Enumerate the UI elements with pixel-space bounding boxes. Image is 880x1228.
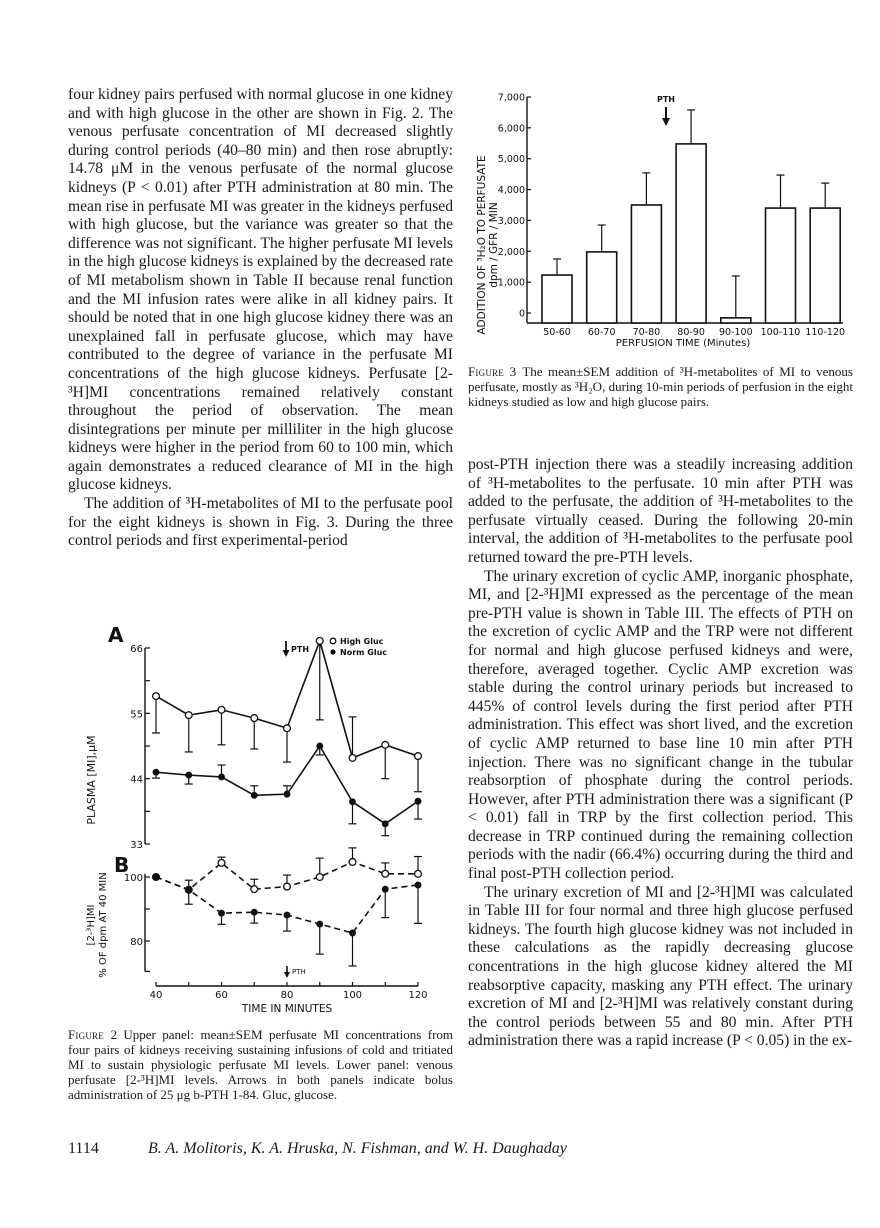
open-circle-marker	[153, 693, 160, 700]
pth-arrow-icon-panel-b	[284, 966, 290, 978]
fig3-y-tick-label: 2,000	[497, 246, 525, 258]
filled-circle-marker	[186, 887, 192, 893]
panel-b-y-tick-label: 80	[130, 937, 143, 948]
filled-circle-marker	[251, 909, 257, 915]
x-axis-label: TIME IN MINUTES	[241, 1003, 333, 1015]
fig3-y-tick-label: 7,000	[497, 92, 525, 104]
caption-text: Upper panel: mean±SEM perfusate MI concentrations from four pairs of kidneys receiving sustaining infusions of cold and tritiated MI to sustain physiologic perfusate MI levels. Lower panel: venous perfusate [2-³H]MI levels. Arrows in both panels indicate bolus administration of 25 μg b-PTH 1-84. Gluc, glucose.	[68, 1027, 454, 1102]
filled-circle-marker	[317, 921, 323, 927]
paragraph: post-PTH injection there was a steadily increasing addition of ³H-metabolites to the perfusate. 10 min after PTH was added to the perfusate, the addition of ³H-metabolites to the perfusate virtually ceased. During the following 20-min interval, the addition of ³H-metabolites to the perfusate pool returned toward the pre-PTH levels.	[468, 456, 853, 566]
paragraph: The urinary excretion of MI and [2-³H]MI was calculated in Table III for four normal and three high glucose perfused kidneys. The fourth high glucose kidney was not included in these calculations as the rapidly decreasing glucose concentrations in the high glucose kidney altered the MI reabsorptive capacity, masking any PTH effect. The urinary excretion of MI and [2-³H]MI was relatively constant during the control periods between 55 and 80 min. After PTH administration there was a rapid increase (P < 0.05) in the ex-	[468, 883, 853, 1050]
author-list: B. A. Molitoris, K. A. Hruska, N. Fishman, and W. H. Daughaday	[148, 1140, 567, 1157]
filled-circle-marker	[350, 930, 356, 936]
fig3-y-tick-label: 0	[518, 308, 525, 320]
fig2-panel-a	[130, 637, 422, 851]
figure-label: Figure 2	[68, 1027, 118, 1042]
open-circle-marker	[316, 637, 323, 644]
x-tick-label: 80	[280, 990, 294, 1001]
paragraph: The urinary excretion of cyclic AMP, inorganic phosphate, MI, and [2-³H]MI expressed as the percentage of the mean pre-PTH value is shown in Table III. The effects of PTH on the excretion of cyclic AMP and the TRP were not different for normal and high glucose perfused kidneys and were, therefore, averaged together. Cyclic AMP excretion was stable during the control urinary periods but increased to 445% of control levels during the first period after PTH administration. This effect was short lived, and the excretion of cyclic AMP returned to base line 10 min after PTH injection. There was no significant change in the tubular reabsorption of phosphate during the control periods. However, after PTH administration there was a significant (P < 0.01) fall in TRP by the first collection period. This decrease in TRP continued during the remaining collection periods with the nadir (66.4%) occurring during the third and final post-PTH collection period.	[468, 567, 853, 883]
x-tick-label: 40	[149, 990, 163, 1001]
figure-3-bar-chart	[465, 85, 855, 360]
fig3-y-tick-label: 6,000	[497, 123, 525, 135]
fig3-bar	[542, 275, 572, 323]
x-tick-label: 120	[408, 990, 428, 1001]
legend	[330, 637, 387, 657]
x-tick-label: 60	[215, 990, 228, 1001]
right-column-text	[468, 456, 853, 1051]
paragraph: The addition of ³H-metabolites of MI to the perfusate pool for the eight kidneys is shown in Fig. 3. During the three control periods and first experimental-period	[68, 495, 453, 550]
open-circle-marker	[382, 741, 389, 748]
open-circle-marker	[382, 870, 389, 877]
fig3-x-tick-label: 60-70	[587, 327, 616, 338]
filled-circle-marker	[382, 821, 388, 827]
figure-3-caption	[468, 364, 853, 409]
page-footer	[68, 1140, 828, 1158]
panel-a-y-tick-label: 55	[130, 709, 143, 721]
pth-arrow-icon-panel-a	[283, 641, 290, 657]
fig3-x-tick-label: 80-90	[677, 327, 705, 338]
filled-circle-marker	[153, 874, 159, 880]
filled-circle-marker	[317, 743, 323, 749]
filled-circle-marker	[186, 772, 192, 778]
legend-filled-circle-icon	[330, 649, 335, 654]
filled-circle-marker	[382, 886, 388, 892]
fig3-y-tick-label: 5,000	[497, 154, 525, 166]
pth-label-panel-b: PTH	[292, 968, 306, 976]
fig3-pth-label: PTH	[656, 95, 676, 104]
fig3-pth-arrow-icon	[662, 107, 670, 126]
panel-a-label: A	[108, 623, 124, 647]
open-circle-marker	[185, 712, 192, 719]
fig3-y-axis-sublabel: dpm / GFR / MIN	[488, 202, 500, 288]
x-tick-label: 100	[342, 990, 363, 1001]
left-column-text	[68, 86, 453, 551]
filled-circle-marker	[350, 799, 356, 805]
panel-a-y-tick-label: 33	[130, 840, 143, 852]
filled-circle-marker	[415, 882, 421, 888]
caption-text: The mean±SEM addition of ³H-metabolites of MI to venous perfusate, mostly as ³H₂O, during 10-min periods of perfusion in the eight kidneys studied as low and high glucose pairs.	[468, 364, 853, 409]
pth-label-panel-a: PTH	[291, 645, 310, 654]
filled-circle-marker	[284, 912, 290, 918]
legend-norm-gluc: Norm Gluc	[340, 648, 388, 657]
panel-a-y-axis-label: PLASMA [MI],μM	[85, 735, 98, 825]
fig3-bar	[631, 205, 661, 323]
fig3-bar	[587, 252, 617, 323]
panel-b-y-axis-sublabel: % OF dpm AT 40 MIN	[98, 872, 109, 978]
figure-label: Figure 3	[468, 364, 517, 379]
filled-circle-marker	[284, 791, 290, 797]
fig3-x-axis-label: PERFUSION TIME (Minutes)	[615, 338, 751, 349]
fig3-x-tick-label: 110-120	[805, 327, 846, 338]
fig3-x-tick-label: 70-80	[632, 327, 661, 338]
filled-circle-marker	[415, 798, 421, 804]
open-circle-marker	[218, 860, 225, 867]
figure-2-line-chart	[80, 620, 450, 1020]
open-circle-marker	[284, 725, 291, 732]
legend-open-circle-icon	[330, 638, 336, 644]
fig3-bar	[721, 318, 751, 323]
panel-b-y-axis-label: [2-³H]MI	[86, 904, 97, 946]
open-circle-marker	[316, 874, 323, 881]
fig3-bar	[810, 208, 840, 323]
figure-2-caption	[68, 1027, 453, 1102]
panel-a-y-tick-label: 44	[130, 774, 143, 786]
fig3-y-axis-label: ADDITION OF ³H₂O TO PERFUSATE	[476, 155, 488, 335]
fig3-y-tick-label: 4,000	[497, 185, 525, 197]
fig3-y-tick-label: 1,000	[497, 277, 525, 289]
fig3-x-tick-label: 50-60	[543, 327, 571, 338]
paragraph: four kidney pairs perfused with normal glucose in one kidney and with high glucose in the other are shown in Fig. 2. The venous perfusate concentration of MI decreased slightly during control periods (40–80 min) and then rose abruptly: 14.78 μM in the venous perfusate of the normal glucose kidneys (P < 0.01) after PTH administration at 80 min. The mean rise in perfusate MI was greater in the kidneys perfused with high glucose, but the variance was greater so that the difference was not significant. The higher perfusate MI levels in the high glucose kidneys is explained by the decreased rate of MI metabolism shown in Table II because renal function and the MI infusion rates were alike in all kidney pairs. It should be noted that in one high glucose kidney there was an unexplained fall in perfusate glucose, which may have contributed to the degree of variance in the perfusate MI concentrations of the high glucose kidneys. Perfusate [2-³H]MI concentrations remained relatively constant throughout the period of observation. The mean disintegrations per minute per milliliter in the high glucose kidneys were higher in the period from 60 to 100 min, which again demonstrates a reduced clearance of MI in the high glucose kidneys.	[68, 86, 453, 494]
open-circle-marker	[349, 859, 356, 866]
open-circle-marker	[251, 886, 258, 893]
fig3-bar	[676, 144, 706, 323]
fig3-x-tick-label: 90-100	[718, 327, 753, 338]
fig3-bars	[542, 110, 845, 338]
panel-a-y-tick-label: 66	[130, 644, 143, 655]
panel-b-label: B	[114, 853, 130, 877]
open-circle-marker	[415, 753, 422, 760]
filled-circle-marker	[219, 774, 225, 780]
page-number: 1114	[68, 1140, 99, 1157]
open-circle-marker	[415, 870, 422, 877]
fig2-panel-b	[124, 848, 428, 1001]
fig3-bar	[766, 208, 796, 323]
open-circle-marker	[218, 706, 225, 713]
fig3-y-tick-label: 3,000	[497, 215, 525, 227]
filled-circle-marker	[153, 769, 159, 775]
filled-circle-marker	[251, 793, 257, 799]
open-circle-marker	[251, 715, 258, 722]
open-circle-marker	[284, 883, 291, 890]
fig3-x-tick-label: 100-110	[760, 327, 801, 338]
panel-b-y-tick-label: 100	[123, 873, 143, 884]
legend-high-gluc: High Gluc	[340, 637, 384, 646]
open-circle-marker	[349, 754, 356, 761]
filled-circle-marker	[219, 910, 225, 916]
